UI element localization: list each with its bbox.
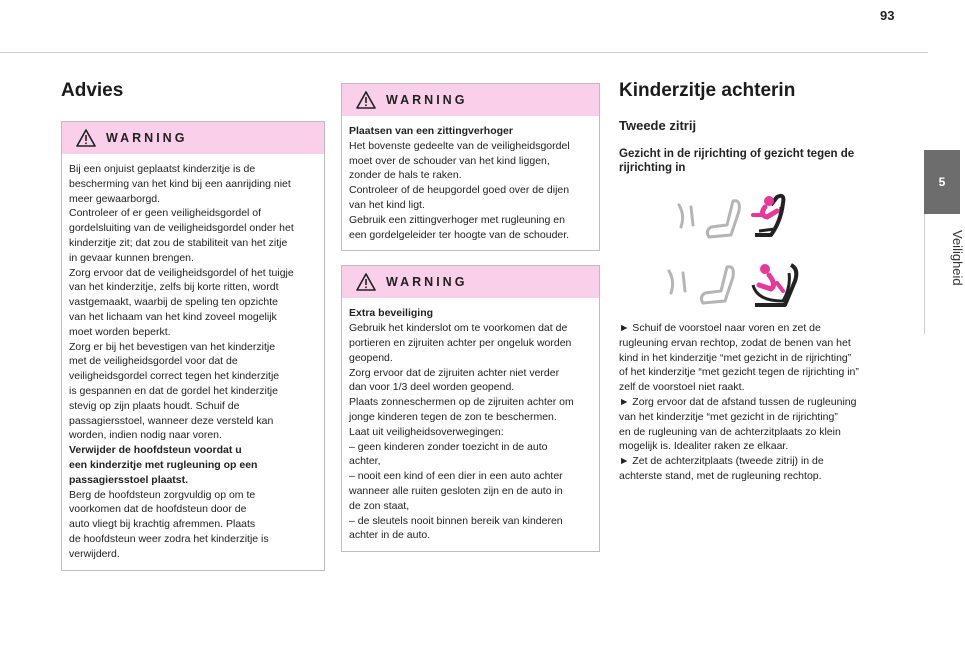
warning-text-line: van het lichaam van het kind zoveel mogelijk <box>69 310 277 323</box>
warning-text-line: geopend. <box>349 351 393 364</box>
direction-heading <box>619 147 881 175</box>
instruction-text-line: zelf de voorstoel niet raakt. <box>619 381 745 394</box>
warning-text-line: Plaatsen van een zittingverhoger <box>349 125 513 137</box>
warning-text-line: jonge kinderen tegen de zon te beschermen. <box>349 410 557 423</box>
warning-triangle-icon <box>356 91 376 109</box>
warning-text-line: van het kinderzitje, zelfs bij korte ritten, wordt <box>69 281 279 294</box>
warning-text-line: met de veiligheidsgordel voor dat de <box>69 355 238 368</box>
warning-text-line: – nooit een kind of een dier in een auto achter <box>349 470 563 483</box>
warning-text-line: de zon staat, <box>349 499 410 512</box>
warning-text-line: Het bovenste gedeelte van de veiligheidsgordel <box>349 139 570 152</box>
column-warnings <box>341 80 600 552</box>
instruction-text-line: mogelijk is. Idealiter raken ze elkaar. <box>619 440 789 453</box>
seat-forward-facing-illustration <box>671 191 811 247</box>
warning-text-line: passagiersstoel plaatst. <box>69 473 189 486</box>
seat-illustrations <box>619 189 881 319</box>
seat-rear-facing-illustration <box>661 255 811 315</box>
instruction-text-line: kind in het kinderzitje “met gezicht in de rijrichting” <box>619 351 852 364</box>
instruction-text-line: ► Zorg ervoor dat de afstand tussen de rugleuning <box>619 395 857 408</box>
instruction-text-line: en de rugleuning van de achterzitplaats zo klein <box>619 425 841 438</box>
warning-text-line: portieren en zijruiten achter per ongeluk worden <box>349 336 572 349</box>
warning-text-line: Controleer of er geen veiligheidsgordel of <box>69 207 262 220</box>
warning-title: WARNING <box>386 275 468 290</box>
warning-header <box>62 122 324 154</box>
direction-heading-line: rijrichting in <box>619 162 686 174</box>
warning-text-line: Bij een onjuist geplaatst kinderzitje is de <box>69 163 256 175</box>
warning-text-line: Zorg er bij het bevestigen van het kinderzitje <box>69 340 276 353</box>
warning-text-line: veiligheidsgordel correct tegen het kinderzitje <box>69 370 280 383</box>
warning-text-line: een kinderzitje met rugleuning op een <box>69 458 258 471</box>
warning-text-line: vastgemaakt, waarbij de speling ten opzichte <box>69 296 278 309</box>
warning-text-line: Controleer of de heupgordel goed over de dijen <box>349 184 570 197</box>
warning-text-line: in gevaar kunnen brengen. <box>69 251 194 264</box>
warning-triangle-icon <box>356 273 376 291</box>
warning-text-line: bescherming van het kind bij een aanrijding niet <box>69 177 291 190</box>
warning-text-line: van het kind ligt. <box>349 198 425 211</box>
second-row-heading: Tweede zitrij <box>619 118 697 133</box>
warning-text-line: Berg de hoofdsteun zorgvuldig op om te <box>69 488 256 501</box>
warning-text-line: moet over de schouder van het kind liggen, <box>349 154 550 167</box>
warning-text-line: achter in de auto. <box>349 529 431 542</box>
warning-title: WARNING <box>106 131 188 145</box>
warning-text-line: Zorg ervoor dat de zijruiten achter niet verder <box>349 366 560 379</box>
warning-body <box>62 154 324 570</box>
warning-text-line: Gebruik een zittingverhoger met rugleuning en <box>349 213 565 226</box>
warning-header <box>342 84 599 116</box>
rear-child-seat-heading: Kinderzitje achterin <box>619 80 796 101</box>
warning-text-line: Plaats zonneschermen op de zijruiten achter om <box>349 396 574 409</box>
warning-text-line: stevig op zijn plaats houdt. Schuif de <box>69 399 240 412</box>
section-tab[interactable] <box>924 150 960 214</box>
warning-title: WARNING <box>386 93 468 107</box>
warning-text-line: Laat uit veiligheidsoverwegingen: <box>349 425 504 438</box>
advice-heading: Advies <box>61 80 124 101</box>
instruction-text-line: ► Schuif de voorstoel naar voren en zet de <box>619 322 821 334</box>
warning-text-line: worden, indien nodig naar voren. <box>69 429 222 442</box>
warning-triangle-icon <box>76 129 96 147</box>
warning-text-line: voorkomen dat de hoofdsteun door de <box>69 503 247 516</box>
warning-text-line: – de sleutels nooit binnen bereik van kinderen <box>349 514 563 527</box>
warning-text-line: – geen kinderen zonder toezicht in de auto <box>349 440 548 453</box>
warning-text-line: achter, <box>349 455 381 468</box>
warning-header <box>342 266 599 298</box>
section-label: Veiligheid <box>950 230 965 286</box>
top-divider <box>0 52 928 53</box>
instruction-text-line: ► Zet de achterzitplaats (tweede zitrij) in de <box>619 455 824 468</box>
warning-text-line: Verwijder de hoofdsteun voordat u <box>69 444 242 457</box>
warning-text-line: de hoofdsteun weer zodra het kinderzitje is <box>69 532 269 545</box>
warning-text-line: Gebruik het kinderslot om te voorkomen dat de <box>349 322 568 335</box>
warning-box-extra-security <box>341 265 600 552</box>
warning-text-line: een gordelgeleider ter hoogte van de schouder. <box>349 228 570 241</box>
warning-body <box>342 116 599 250</box>
warning-text-line: dan voor 1/3 deel worden geopend. <box>349 381 515 394</box>
instruction-text-line: rugleuning ervan rechtop, zodat de benen van het <box>619 336 851 349</box>
instructions-text <box>619 321 881 484</box>
instruction-text-line: van het kinderzitje “met gezicht in de rijrichting” <box>619 410 838 423</box>
warning-box-booster <box>341 83 600 251</box>
warning-text-line: is gespannen en dat de gordel het kinderzitje <box>69 384 278 397</box>
instruction-text-line: achterste stand, met de rugleuning rechtop. <box>619 469 822 482</box>
warning-text-line: auto vliegt bij krachtig afremmen. Plaats <box>69 518 256 531</box>
warning-text-line: meer gewaarborgd. <box>69 192 161 205</box>
warning-text-line: verwijderd. <box>69 547 120 560</box>
column-advice <box>61 80 325 571</box>
warning-body <box>342 298 599 551</box>
section-number: 5 <box>938 175 946 189</box>
warning-text-line: Zorg ervoor dat de veiligheidsgordel of het tuigje <box>69 266 294 279</box>
warning-text-line: gordelsluiting van de veiligheidsgordel onder het <box>69 222 294 235</box>
instruction-text-line: of het kinderzitje “met gezicht tegen de rijrichting in” <box>619 366 859 379</box>
warning-text-line: zonder de hals te raken. <box>349 169 462 182</box>
warning-text-line: wanneer alle ruiten gesloten zijn en de auto in <box>349 484 563 497</box>
page-number: 93 <box>880 8 895 23</box>
warning-text-line: Extra beveiliging <box>349 307 434 320</box>
direction-heading-line: Gezicht in de rijrichting of gezicht tegen de <box>619 148 855 160</box>
warning-text-line: kinderzitje zit; dat zou de stabiliteit van het zitje <box>69 236 288 249</box>
warning-text-line: moet worden beperkt. <box>69 325 171 338</box>
warning-text-line: passagiersstoel, wanneer deze versteld kan <box>69 414 274 427</box>
warning-box-advice <box>61 121 325 571</box>
column-rear-child-seat <box>619 80 881 484</box>
